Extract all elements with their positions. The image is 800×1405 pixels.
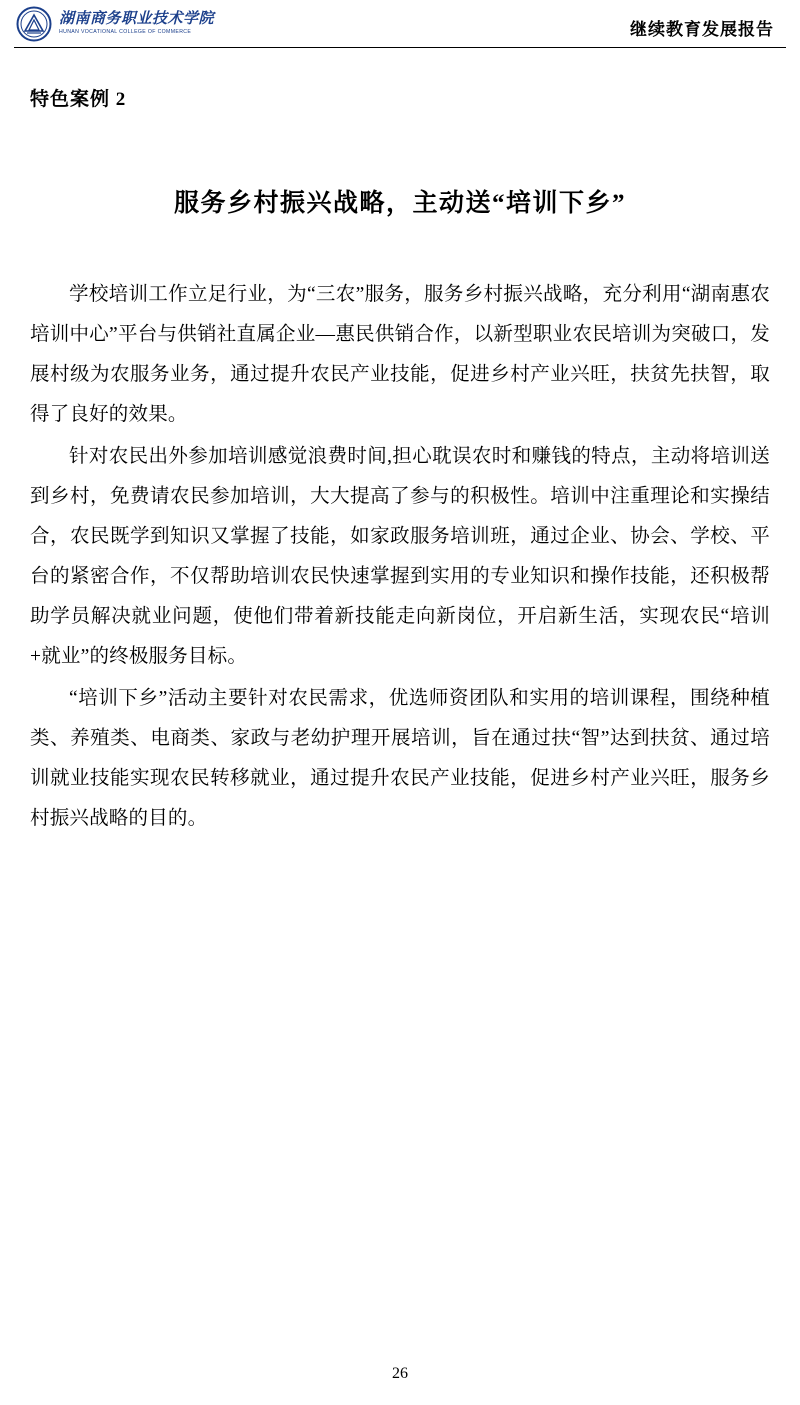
report-title: 继续教育发展报告 [630, 20, 774, 39]
article-body [30, 275, 770, 839]
college-emblem-icon [16, 6, 52, 42]
paragraph: 针对农民出外参加培训感觉浪费时间,担心耽误农时和赚钱的特点，主动将培训送到乡村，免费请农民参加培训，大大提高了参与的积极性。培训中注重理论和实操结合，农民既学到知识又掌握了技能，如家政服务培训班，通过企业、协会、学校、平台的紧密合作，不仅帮助培训农民快速掌握到实用的专业知识和操作技能，还积极帮助学员解决就业问题，使他们带着新技能走向新岗位，开启新生活，实现农民“培训+就业”的终极服务目标。 [30, 445, 770, 667]
page-body [0, 48, 800, 839]
brand-block [16, 6, 214, 42]
brand-name-cn: 湖南商务职业技术学院 [59, 11, 215, 28]
page-number: 26 [392, 1365, 408, 1382]
page-title: 服务乡村振兴战略，主动送“培训下乡” [173, 190, 626, 217]
paragraph: “培训下乡”活动主要针对农民需求，优选师资团队和实用的培训课程，围绕种植类、养殖类、电商类、家政与老幼护理开展培训，旨在通过扶“智”达到扶贫、通过培训就业技能实现农民转移就业，通过提升农民产业技能，促进乡村产业兴旺，服务乡村振兴战略的目的。 [30, 687, 770, 829]
brand-text [59, 12, 214, 35]
page-footer [0, 1365, 800, 1383]
header-divider [14, 47, 786, 48]
paragraph: 学校培训工作立足行业，为“三农”服务，服务乡村振兴战略，充分利用“湖南惠农培训中心”平台与供销社直属企业—惠民供销合作，以新型职业农民培训为突破口，发展村级为农服务业务，通过提升农民产业技能，促进乡村产业兴旺，扶贫先扶智，取得了良好的效果。 [30, 284, 770, 425]
page-header [0, 0, 800, 48]
case-label: 特色案例 2 [30, 89, 127, 110]
brand-name-en: HUNAN VOCATIONAL COLLEGE OF COMMERCE [59, 29, 192, 36]
